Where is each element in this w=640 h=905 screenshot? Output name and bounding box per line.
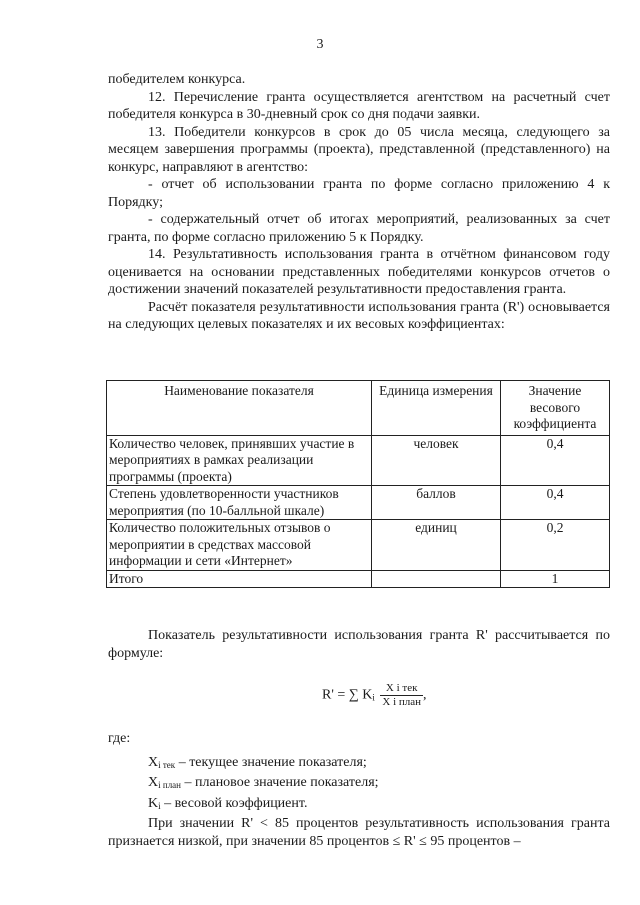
list-item-content-report: - содержательный отчет об итогах мероприятий, реализованных за счет гранта, по форме согласно приложению 5 к Порядку. (108, 212, 610, 245)
paragraph-14: 14. Результативность использования гранта в отчётном финансовом году оценивается на основании представленных победителями конкурсов отчетов о достижении значений показателей результативности предоставления гранта. (108, 247, 610, 297)
header-weight: Значение весового коэффициента (501, 381, 610, 436)
row-unit: баллов (372, 486, 501, 520)
formula-tail: , (423, 687, 427, 703)
row-name: Количество человек, принявших участие в мероприятиях в рамках реализации программы (проекта) (107, 435, 372, 486)
table-row (107, 520, 610, 571)
formula-denominator: X i план (382, 696, 422, 708)
table-row (107, 486, 610, 520)
table-total-row (107, 570, 610, 588)
indicators-table (106, 380, 610, 588)
formula-numerator: X i тек (380, 682, 423, 696)
row-name: Степень удовлетворенности участников мероприятия (по 10-балльной шкале) (107, 486, 372, 520)
formula (322, 682, 427, 709)
formula-fraction (380, 682, 423, 709)
formula-intro-block (108, 627, 610, 662)
total-weight: 1 (501, 570, 610, 588)
definitions-block (108, 730, 610, 850)
row-name: Количество положительных отзывов о мероприятии в средствах массовой информации и сети «Интернет» (107, 520, 372, 571)
where-label: где: (108, 731, 131, 746)
row-weight: 0,4 (501, 486, 610, 520)
row-weight: 0,4 (501, 435, 610, 486)
formula-lhs-sub: i (372, 692, 375, 703)
paragraph-13: 13. Победители конкурсов в срок до 05 числа месяца, следующего за месяцем завершения программы (проекта), представленной (представленного) на конкурс, направляют в агентство: (108, 124, 610, 175)
row-weight: 0,2 (501, 520, 610, 571)
header-name: Наименование показателя (107, 381, 372, 436)
paragraph-calculation: Расчёт показателя результативности использования гранта (R') основывается на следующих целевых показателях и их весовых коэффициентах: (108, 299, 610, 332)
page-number: 3 (316, 37, 324, 52)
list-item-report: - отчет об использовании гранта по форме согласно приложению 4 к Порядку; (108, 177, 610, 210)
formula-lhs: R' = ∑ K (322, 687, 373, 703)
total-unit (372, 570, 501, 588)
row-unit: человек (372, 435, 501, 486)
definition-current: $X_{i тек}$ – текущее значение показателя; (148, 754, 367, 770)
formula-intro: Показатель результативности использования гранта R' рассчитывается по формуле: (108, 628, 610, 661)
definition-planned: $X_{i план}$ – плановое значение показателя; (148, 775, 379, 790)
closing-paragraph: При значении R' < 85 процентов результативность использования гранта признается низкой, при значении 85 процентов ≤ R' ≤ 95 процентов – (108, 816, 610, 849)
table-row (107, 435, 610, 486)
total-label: Итого (107, 570, 372, 588)
paragraph-continuation: победителем конкурса. (108, 72, 246, 87)
row-unit: единиц (372, 520, 501, 571)
header-unit: Единица измерения (372, 381, 501, 436)
definition-weight: $K_i$ – весовой коэффициент. (148, 795, 308, 811)
paragraph-12: 12. Перечисление гранта осуществляется агентством на расчетный счет победителя конкурса в 30-дневный срок со дня подачи заявки. (108, 89, 610, 122)
table-header-row (107, 381, 610, 436)
body-text (108, 71, 610, 334)
